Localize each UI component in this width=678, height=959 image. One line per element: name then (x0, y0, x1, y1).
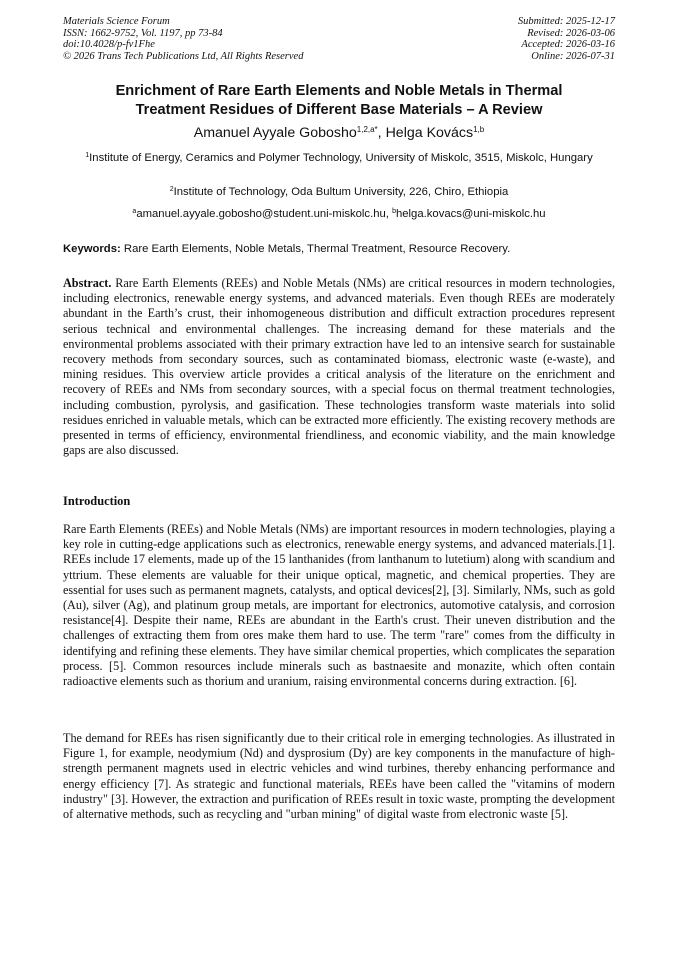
email-b: helga.kovacs@uni-miskolc.hu (395, 208, 546, 220)
email-b-mark: b (392, 208, 396, 215)
email-a-mark: a (132, 208, 137, 215)
abstract (63, 276, 615, 458)
author-2: Helga Kovács (385, 125, 474, 141)
email-a: amanuel.ayyale.gobosho@student.uni-miskolc.hu, (136, 208, 393, 220)
accepted-date: Accepted: 2026-03-16 (521, 39, 615, 51)
keywords-label: Keywords: (63, 243, 121, 255)
online-date: Online: 2026-07-31 (531, 50, 615, 62)
issn-line: ISSN: 1662-9752, Vol. 1197, pp 73-84 (63, 27, 223, 39)
author-1: Amanuel Ayyale Gobosho (193, 125, 357, 141)
affiliation-2-mark: 2 (169, 186, 174, 193)
introduction-paragraph-2 (63, 731, 615, 822)
revised-date: Revised: 2026-03-06 (527, 27, 615, 39)
author-separator: , (377, 125, 386, 141)
doi-line: doi:10.4028/p-fv1Fhe (63, 39, 155, 51)
affiliation-1 (70, 151, 608, 167)
keywords-text: Rare Earth Elements, Noble Metals, Thermal Treatment, Resource Recovery. (120, 243, 511, 255)
journal-header (63, 16, 303, 62)
author-1-affiliation: 1,2,a* (356, 125, 378, 134)
dates-header (518, 16, 615, 62)
keywords (63, 242, 615, 256)
affiliation-1-mark: 1 (85, 152, 90, 159)
paragraph-text: Rare Earth Elements (REEs) and Noble Metals (NMs) are important resources in modern technologies, playing a key role in cutting-edge applications such as electronics, renewable energy systems, and advanced materials.[1]. REEs include 17 elements, made up of the 15 lanthanides (from lanthanum to lutetium) along with scandium and yttrium. These elements are valuable for their unique optical, magnetic, and chemical properties. They are essential for uses such as permanent magnets, catalysts, and optical devices[2], [3]. Similarly, NMs, such as gold (Au), silver (Ag), and platinum group metals, are important for electronics, automotive catalysis, and corrosion resistance[4]. Despite their name, REEs are abundant in the Earth's crust. Their uneven distribution and the challenges of extracting them from ores make them hard to use. The term "rare" comes from the difficulty in identifying and refining these elements. They have similar chemical properties, which complicates the separation process. [5]. Common resources include minerals such as bastnaesite and monazite, which often contain radioactive elements such as thorium and uranium, raising environmental concerns during extraction. [6]. (63, 522, 615, 689)
introduction-paragraph-1 (63, 522, 615, 689)
paper-title (40, 82, 638, 119)
abstract-label: Abstract. (63, 276, 112, 290)
journal-name: Materials Science Forum (63, 16, 170, 27)
abstract-text: Rare Earth Elements (REEs) and Noble Metals (NMs) are critical resources in modern technologies, including electronics, renewable energy systems, and advanced materials. Even though REEs are moderately abundant in the Earth’s crust, their inhomogeneous distribution and difficult extraction procedures represent serious technical and environmental challenges. The increasing demand for these materials and the environmental problems associated with their primary extraction have led to an intensive search for sustainable recovery methods from secondary sources, such as contaminated biomass, electronic waste (e-waste), and mining residues. This overview article provides a critical analysis of the literature on the enrichment and recovery of REEs and NMs from secondary sources, with a special focus on thermal treatment technologies, including combustion, pyrolysis, and gasification. These technologies transform waste materials into solid residues enriched in valuable metals, which can be extracted more efficiently. The existing recovery methods are presented in terms of efficiency, environmental friendliness, and economic viability, and the main knowledge gaps are also discussed. (63, 276, 615, 458)
affiliation-2 (70, 185, 608, 201)
author-emails (70, 207, 608, 223)
author-list (40, 125, 638, 142)
affiliation-2-text: Institute of Technology, Oda Bultum University, 226, Chiro, Ethiopia (173, 186, 509, 198)
introduction-heading: Introduction (63, 494, 131, 508)
title-line-2: Treatment Residues of Different Base Materials – A Review (135, 101, 543, 118)
submitted-date: Submitted: 2025-12-17 (517, 16, 615, 27)
title-line-1: Enrichment of Rare Earth Elements and Noble Metals in Thermal (115, 83, 563, 99)
author-2-affiliation: 1,b (473, 125, 485, 134)
affiliation-1-text: Institute of Energy, Ceramics and Polymer Technology, University of Miskolc, 3515, Miskolc, Hungary (89, 152, 593, 164)
copyright-line: © 2026 Trans Tech Publications Ltd, All Rights Reserved (63, 50, 304, 62)
paragraph-text: The demand for REEs has risen significantly due to their critical role in emerging technologies. As illustrated in Figure 1, for example, neodymium (Nd) and dysprosium (Dy) are key components in the manufacture of high-strength permanent magnets used in electric vehicles and wind turbines, thereby enhancing performance and energy efficiency [7]. As strategic and functional materials, REEs have been called the "vitamins of modern industry" [3]. However, the extraction and purification of REEs result in toxic waste, prompting the development of alternative methods, such as recycling and "urban mining" of digital waste from electronic waste [5]. (63, 731, 615, 822)
